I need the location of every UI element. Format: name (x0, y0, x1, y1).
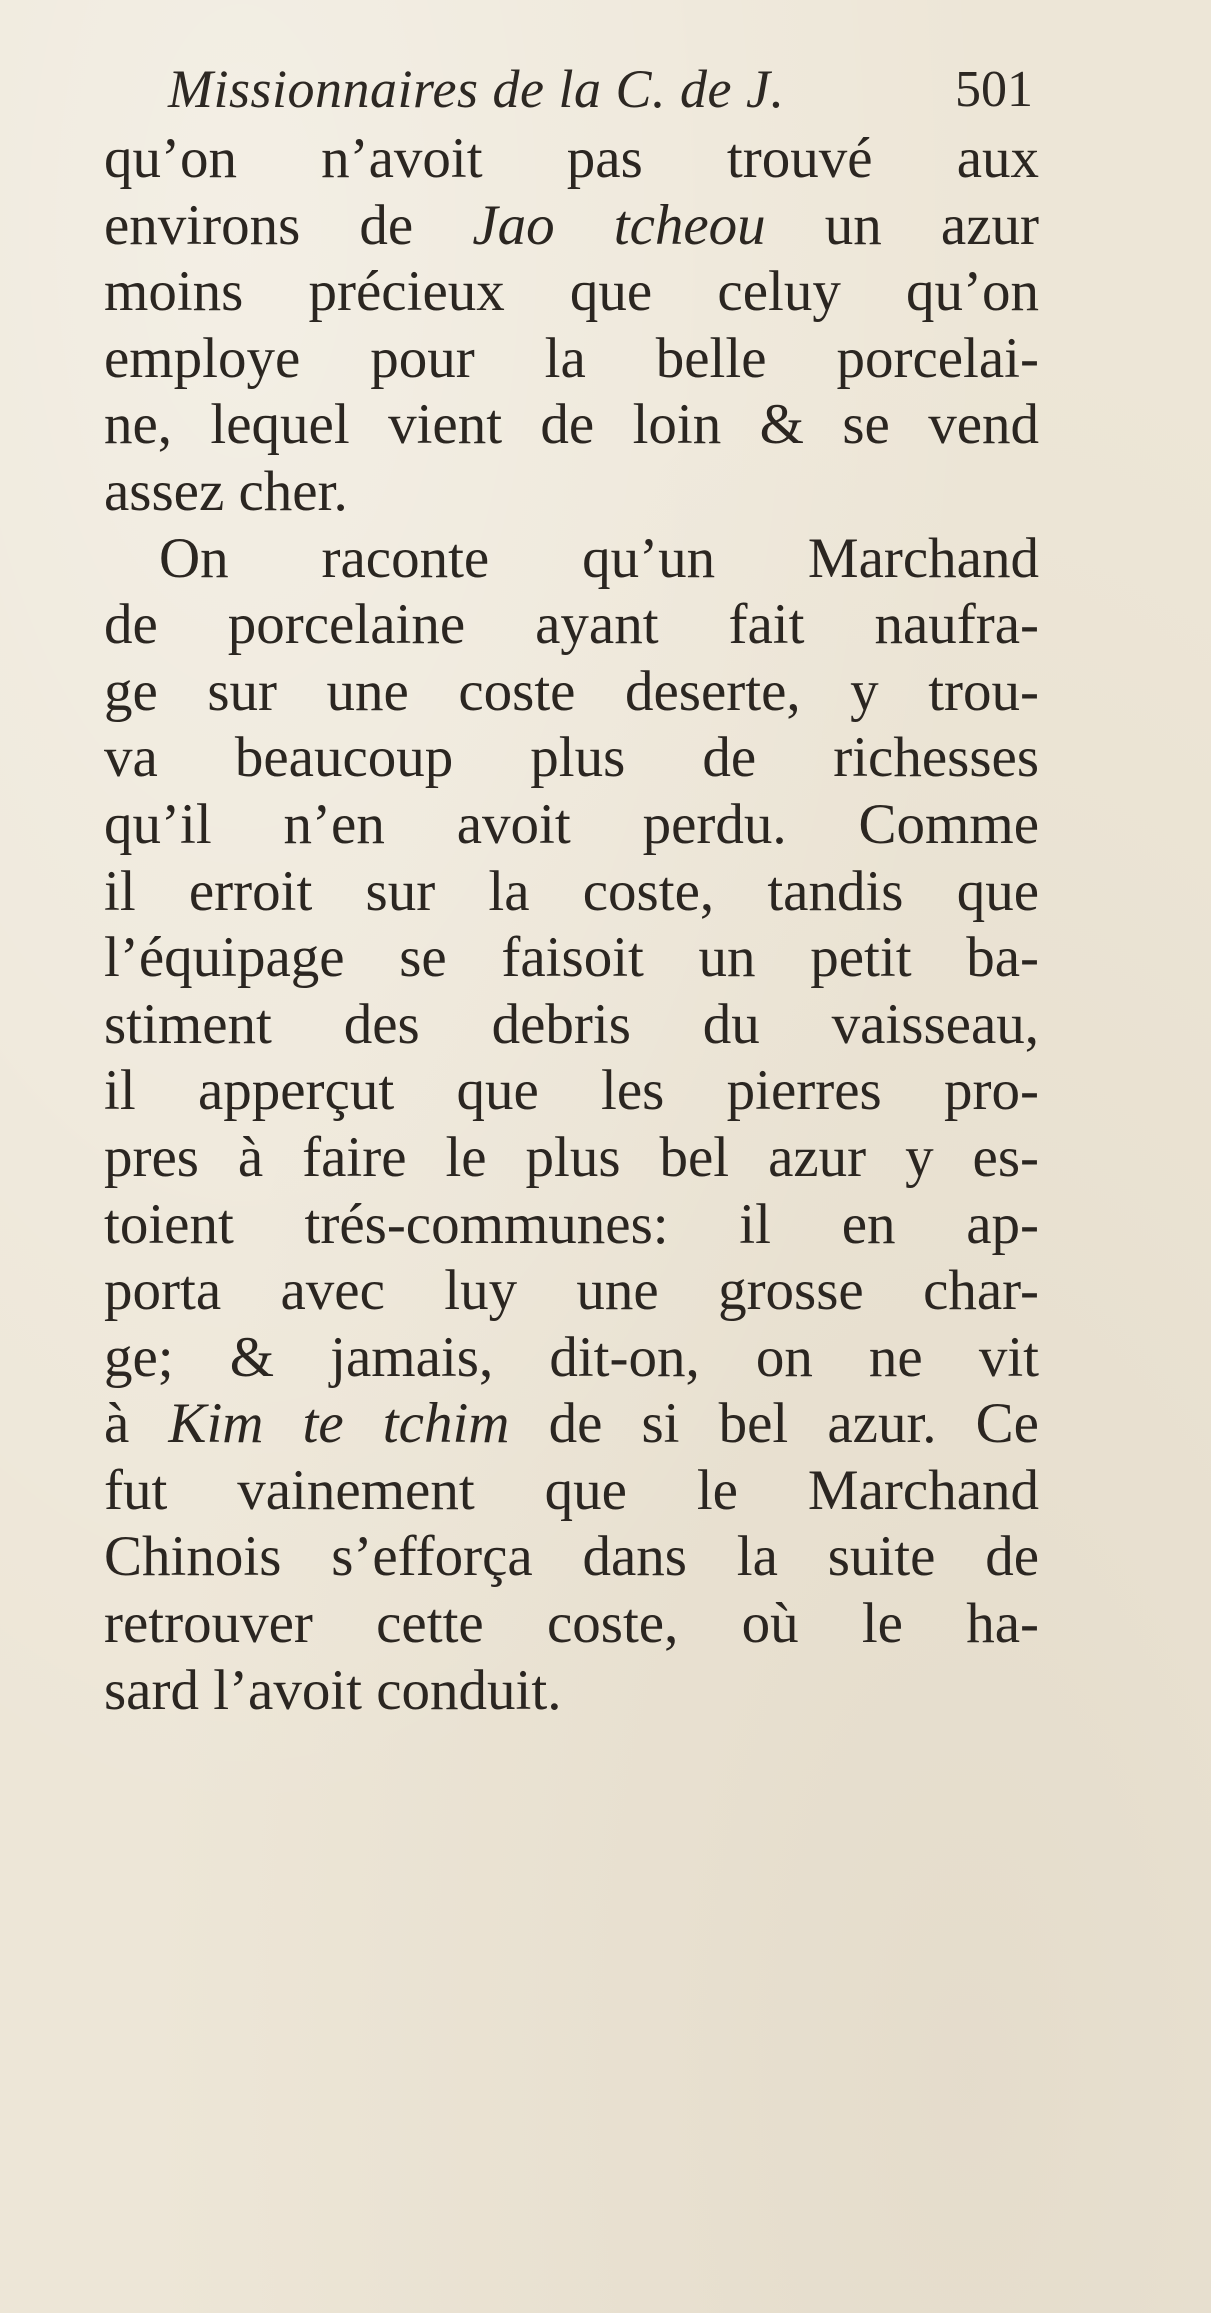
text-span: pres à faire le plus bel azur y es- (104, 1125, 1039, 1189)
text-line (104, 725, 1039, 792)
text-span: de porcelaine ayant fait naufra- (104, 593, 1039, 657)
text-span: ge; & jamais, dit-on, on ne vit (104, 1325, 1039, 1389)
text-line (104, 259, 1039, 326)
text-line (104, 1391, 1039, 1458)
text-line (104, 659, 1039, 726)
text-line (104, 592, 1039, 659)
italic-place-name: Kim te tchim (168, 1392, 510, 1456)
text-span: à (104, 1392, 169, 1456)
text-span: l’équipage se faisoit un petit ba- (104, 926, 1039, 990)
text-line (104, 1591, 1039, 1658)
text-line (104, 392, 1039, 459)
text-span: qu’il n’en avoit perdu. Comme (104, 792, 1039, 856)
text-line (104, 1192, 1039, 1259)
text-span: Chinois s’efforça dans la suite de (104, 1525, 1039, 1589)
text-span: un azur (765, 193, 1039, 257)
text-line (104, 126, 1039, 193)
text-line (104, 1524, 1039, 1591)
text-span: employe pour la belle porcelai- (104, 326, 1039, 390)
text-span: On raconte qu’un Marchand (159, 526, 1039, 590)
text-span: porta avec luy une grosse char- (104, 1259, 1039, 1323)
text-span: stiment des debris du vaisseau, (104, 992, 1039, 1056)
text-span: ne, lequel vient de loin & se vend (104, 393, 1039, 457)
text-span: assez cher. (104, 459, 348, 523)
text-span: retrouver cette coste, où le ha- (104, 1592, 1039, 1656)
text-span: environs de (104, 193, 473, 257)
text-line (104, 459, 1039, 526)
text-span: il apperçut que les pierres pro- (104, 1059, 1039, 1123)
text-line (104, 526, 1039, 593)
text-line (104, 992, 1039, 1059)
text-line (104, 1258, 1039, 1325)
text-span: va beaucoup plus de richesses (104, 726, 1039, 790)
text-line (104, 1125, 1039, 1192)
text-line (104, 1458, 1039, 1525)
text-span: fut vainement que le Marchand (104, 1458, 1039, 1522)
text-span: de si bel azur. Ce (509, 1392, 1039, 1456)
text-line (104, 1058, 1039, 1125)
text-span: moins précieux que celuy qu’on (104, 260, 1039, 324)
text-line (104, 792, 1039, 859)
text-line (104, 925, 1039, 992)
text-span: qu’on n’avoit pas trouvé aux (104, 127, 1039, 190)
text-line (104, 193, 1039, 260)
page-number: 501 (955, 61, 1033, 118)
body-text (104, 126, 1039, 1724)
text-line (104, 1658, 1039, 1725)
italic-place-name: Jao tcheou (472, 193, 766, 257)
text-span: toient trés-communes: il en ap- (104, 1192, 1039, 1256)
text-line (104, 326, 1039, 393)
text-span: il erroit sur la coste, tandis que (104, 859, 1039, 923)
text-span: sard l’avoit conduit. (104, 1658, 562, 1722)
text-line (104, 1325, 1039, 1392)
running-head-title: Missionnaires de la C. de J. (168, 59, 785, 119)
text-line (104, 859, 1039, 926)
text-span: ge sur une coste deserte, y trou- (104, 659, 1039, 723)
